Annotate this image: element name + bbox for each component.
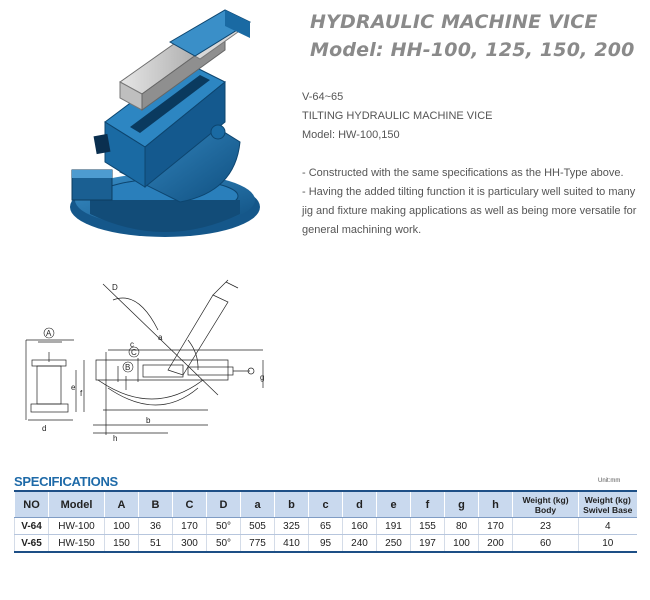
unit-note: Unit:mm	[598, 478, 621, 484]
table-cell: 65	[309, 518, 343, 535]
table-row	[15, 535, 637, 553]
label-d: d	[42, 424, 47, 433]
label-b: b	[146, 416, 151, 425]
catalog-code: V-64~65	[302, 91, 344, 103]
table-cell: 410	[275, 535, 309, 553]
table-cell: 505	[241, 518, 275, 535]
label-A: A	[46, 329, 52, 338]
side-view	[93, 280, 263, 435]
table-cell: 155	[411, 518, 445, 535]
col-header: B	[139, 491, 173, 518]
feature-1: - Constructed with the same specifications as the HH-Type above.	[302, 167, 624, 179]
label-D: D	[112, 283, 118, 292]
dimension-drawing	[18, 270, 288, 450]
table-cell: 250	[377, 535, 411, 553]
table-cell: 95	[309, 535, 343, 553]
table-cell: HW-150	[49, 535, 105, 553]
table-cell: 50°	[207, 535, 241, 553]
vice-product-photo	[50, 2, 290, 257]
label-C: C	[131, 348, 137, 357]
col-header: c	[309, 491, 343, 518]
table-cell: 170	[479, 518, 513, 535]
table-header-row	[15, 491, 637, 518]
product-model: Model: HW-100,150	[302, 129, 400, 141]
col-header: d	[343, 491, 377, 518]
label-g: g	[260, 373, 265, 382]
table-cell: 325	[275, 518, 309, 535]
feature-2: - Having the added tilting function it is particulary well suited to many jig and fixture making applications as well as being more versatile for general machining work.	[302, 186, 637, 236]
table-cell: 51	[139, 535, 173, 553]
title-line-2: Model: HH-100, 125, 150, 200	[310, 39, 635, 61]
page-title	[310, 8, 635, 64]
table-cell: 10	[579, 535, 637, 553]
col-header: e	[377, 491, 411, 518]
table-cell: 197	[411, 535, 445, 553]
col-header: b	[275, 491, 309, 518]
col-header: NO	[15, 491, 49, 518]
col-header: f	[411, 491, 445, 518]
col-header: D	[207, 491, 241, 518]
product-info	[302, 88, 642, 240]
title-line-1: HYDRAULIC MACHINE VICE	[310, 11, 598, 33]
product-name: TILTING HYDRAULIC MACHINE VICE	[302, 110, 493, 122]
table-cell: V-64	[15, 518, 49, 535]
table-cell: 23	[513, 518, 579, 535]
label-a: a	[158, 333, 163, 342]
col-header: Weight (kg) Body	[513, 491, 579, 518]
col-header: Model	[49, 491, 105, 518]
front-view	[26, 340, 84, 420]
table-cell: HW-100	[49, 518, 105, 535]
col-header: g	[445, 491, 479, 518]
specifications-title: SPECIFICATIONS	[14, 474, 118, 489]
col-header: h	[479, 491, 513, 518]
label-B: B	[125, 363, 131, 372]
table-cell: 100	[105, 518, 139, 535]
table-cell: 100	[445, 535, 479, 553]
table-cell: 775	[241, 535, 275, 553]
col-header: C	[173, 491, 207, 518]
table-cell: 60	[513, 535, 579, 553]
col-header: a	[241, 491, 275, 518]
table-cell: V-65	[15, 535, 49, 553]
table-cell: 300	[173, 535, 207, 553]
table-cell: 160	[343, 518, 377, 535]
label-f: f	[80, 389, 83, 398]
specifications-table	[14, 490, 637, 553]
table-cell: 50°	[207, 518, 241, 535]
table-cell: 200	[479, 535, 513, 553]
table-cell: 191	[377, 518, 411, 535]
table-cell: 80	[445, 518, 479, 535]
table-row	[15, 518, 637, 535]
table-cell: 240	[343, 535, 377, 553]
label-e: e	[71, 383, 76, 392]
label-h: h	[113, 434, 118, 443]
col-header: Weight (kg) Swivel Base	[579, 491, 637, 518]
col-header: A	[105, 491, 139, 518]
table-cell: 36	[139, 518, 173, 535]
table-cell: 150	[105, 535, 139, 553]
table-cell: 4	[579, 518, 637, 535]
table-cell: 170	[173, 518, 207, 535]
label-c: c	[130, 340, 134, 349]
